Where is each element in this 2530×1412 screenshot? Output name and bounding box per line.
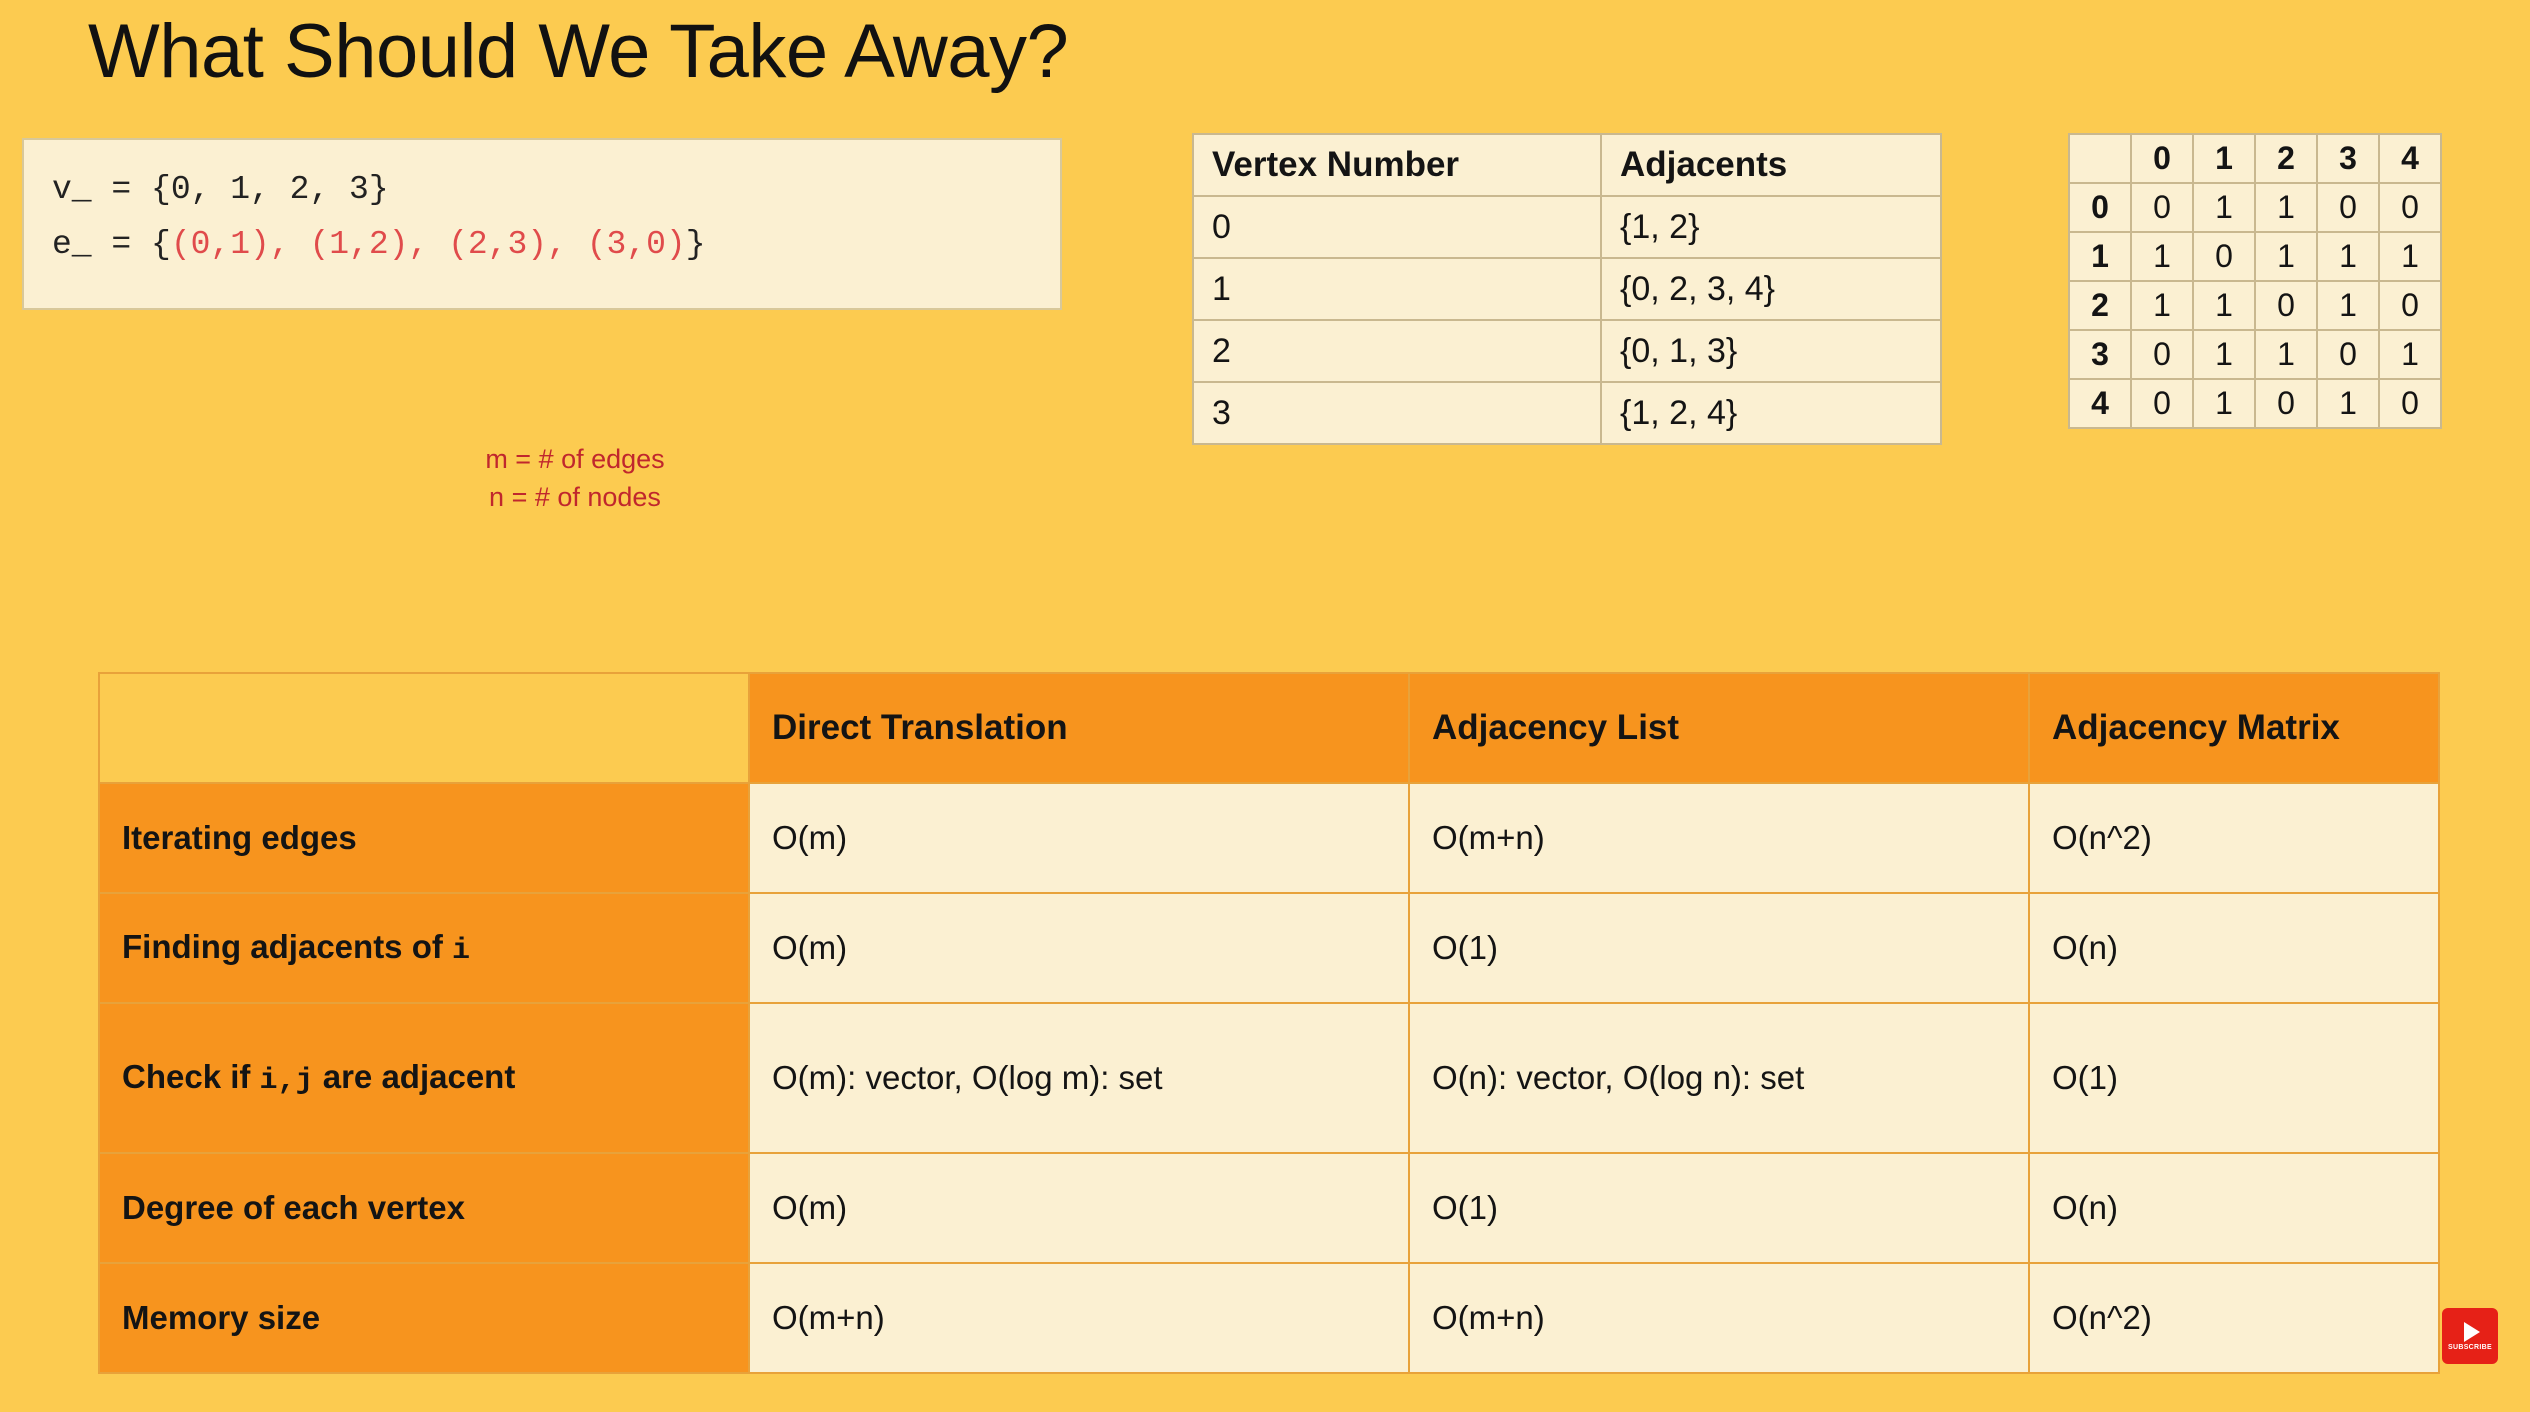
matrix-cell: 0 (2131, 379, 2193, 428)
cell-adjacency-matrix: O(n^2) (2029, 1263, 2439, 1373)
column-header-adjacency-matrix: Adjacency Matrix (2029, 673, 2439, 783)
cell-adjacents: {0, 2, 3, 4} (1601, 258, 1941, 320)
cell-adjacency-list: O(m+n) (1409, 783, 2029, 893)
cell-vertex: 1 (1193, 258, 1601, 320)
cell-adjacency-matrix: O(n) (2029, 1153, 2439, 1263)
row-label-text: Memory size (122, 1299, 321, 1336)
column-header-direct-translation: Direct Translation (749, 673, 1409, 783)
row-header-check-adjacent (99, 1003, 749, 1153)
matrix-row (2069, 330, 2441, 379)
note-nodes: n = # of nodes (489, 482, 661, 512)
table-row (1193, 258, 1941, 320)
table-row (1193, 382, 1941, 444)
row-label-mono: i,j (259, 1064, 314, 1098)
comparison-row-check-adjacent (99, 1003, 2439, 1153)
cell-adjacency-matrix: O(n^2) (2029, 783, 2439, 893)
comparison-header-row (99, 673, 2439, 783)
legend-note (430, 440, 720, 516)
matrix-cell: 1 (2379, 330, 2441, 379)
matrix-row-header: 1 (2069, 232, 2131, 281)
adjacency-matrix-table (2068, 133, 2442, 429)
row-label-text: Iterating edges (122, 819, 357, 856)
cell-adjacency-list: O(n): vector, O(log n): set (1409, 1003, 2029, 1153)
matrix-cell: 0 (2193, 232, 2255, 281)
code-line-vertices (52, 162, 1032, 217)
matrix-cell: 0 (2255, 281, 2317, 330)
matrix-row-header: 2 (2069, 281, 2131, 330)
matrix-cell: 0 (2317, 330, 2379, 379)
comparison-row-finding-adjacents (99, 893, 2439, 1003)
comparison-row-degree (99, 1153, 2439, 1263)
table-row (1193, 196, 1941, 258)
code-vertices-text: v_ = {0, 1, 2, 3} (52, 171, 389, 208)
cell-adjacency-matrix: O(n) (2029, 893, 2439, 1003)
code-line-edges (52, 217, 1032, 272)
matrix-cell: 1 (2255, 183, 2317, 232)
matrix-cell: 1 (2193, 330, 2255, 379)
matrix-corner-cell (2069, 134, 2131, 183)
cell-adjacency-list: O(m+n) (1409, 1263, 2029, 1373)
matrix-cell: 1 (2255, 330, 2317, 379)
matrix-row (2069, 183, 2441, 232)
comparison-row-memory-size (99, 1263, 2439, 1373)
cell-adjacency-list: O(1) (1409, 893, 2029, 1003)
matrix-cell: 0 (2131, 330, 2193, 379)
row-label-text: Finding adjacents of (122, 928, 453, 965)
cell-direct-translation: O(m): vector, O(log m): set (749, 1003, 1409, 1153)
complexity-comparison-table (98, 672, 2440, 1374)
page-title: What Should We Take Away? (88, 9, 1069, 94)
cell-adjacency-list: O(1) (1409, 1153, 2029, 1263)
comparison-corner-cell (99, 673, 749, 783)
cell-adjacency-matrix: O(1) (2029, 1003, 2439, 1153)
adjacency-list-table (1192, 133, 1942, 445)
play-icon (2464, 1322, 2480, 1342)
matrix-row (2069, 281, 2441, 330)
row-label-tail: are adjacent (313, 1058, 516, 1095)
cell-vertex: 3 (1193, 382, 1601, 444)
code-edges-list: (0,1), (1,2), (2,3), (3,0) (170, 226, 686, 263)
matrix-cell: 0 (2317, 183, 2379, 232)
code-edges-prefix: e_ = { (52, 226, 171, 263)
row-header-memory-size (99, 1263, 749, 1373)
cell-direct-translation: O(m) (749, 783, 1409, 893)
matrix-row (2069, 379, 2441, 428)
cell-direct-translation: O(m+n) (749, 1263, 1409, 1373)
cell-adjacents: {1, 2} (1601, 196, 1941, 258)
cell-vertex: 2 (1193, 320, 1601, 382)
matrix-row-header: 0 (2069, 183, 2131, 232)
matrix-cell: 1 (2131, 281, 2193, 330)
matrix-cell: 1 (2379, 232, 2441, 281)
matrix-row-header: 3 (2069, 330, 2131, 379)
matrix-col-header: 1 (2193, 134, 2255, 183)
matrix-cell: 1 (2193, 281, 2255, 330)
cell-direct-translation: O(m) (749, 893, 1409, 1003)
matrix-cell: 0 (2379, 281, 2441, 330)
matrix-cell: 0 (2255, 379, 2317, 428)
table-row (1193, 320, 1941, 382)
row-header-iterating-edges (99, 783, 749, 893)
subscribe-label: SUBSCRIBE (2448, 1343, 2492, 1351)
matrix-col-header: 0 (2131, 134, 2193, 183)
table-header-row (1193, 134, 1941, 196)
matrix-col-header: 3 (2317, 134, 2379, 183)
matrix-cell: 1 (2255, 232, 2317, 281)
row-label-text: Degree of each vertex (122, 1189, 466, 1226)
row-label-mono: i (452, 934, 471, 968)
code-block (22, 138, 1062, 310)
row-label-text: Check if (122, 1058, 260, 1095)
cell-direct-translation: O(m) (749, 1153, 1409, 1263)
matrix-row-header: 4 (2069, 379, 2131, 428)
matrix-col-header: 2 (2255, 134, 2317, 183)
cell-adjacents: {1, 2, 4} (1601, 382, 1941, 444)
cell-adjacents: {0, 1, 3} (1601, 320, 1941, 382)
column-header-adjacents: Adjacents (1601, 134, 1941, 196)
row-header-finding-adjacents (99, 893, 749, 1003)
cell-vertex: 0 (1193, 196, 1601, 258)
matrix-header-row (2069, 134, 2441, 183)
comparison-row-iterating-edges (99, 783, 2439, 893)
matrix-cell: 1 (2193, 379, 2255, 428)
matrix-col-header: 4 (2379, 134, 2441, 183)
matrix-cell: 1 (2317, 379, 2379, 428)
matrix-cell: 0 (2379, 379, 2441, 428)
column-header-vertex-number: Vertex Number (1193, 134, 1601, 196)
code-edges-suffix: } (685, 226, 706, 263)
matrix-cell: 1 (2317, 281, 2379, 330)
youtube-subscribe-button[interactable] (2442, 1308, 2498, 1364)
matrix-cell: 0 (2379, 183, 2441, 232)
matrix-cell: 0 (2131, 183, 2193, 232)
matrix-row (2069, 232, 2441, 281)
matrix-cell: 1 (2193, 183, 2255, 232)
row-header-degree-of-each-vertex (99, 1153, 749, 1263)
note-edges: m = # of edges (485, 444, 665, 474)
matrix-cell: 1 (2317, 232, 2379, 281)
column-header-adjacency-list: Adjacency List (1409, 673, 2029, 783)
matrix-cell: 1 (2131, 232, 2193, 281)
